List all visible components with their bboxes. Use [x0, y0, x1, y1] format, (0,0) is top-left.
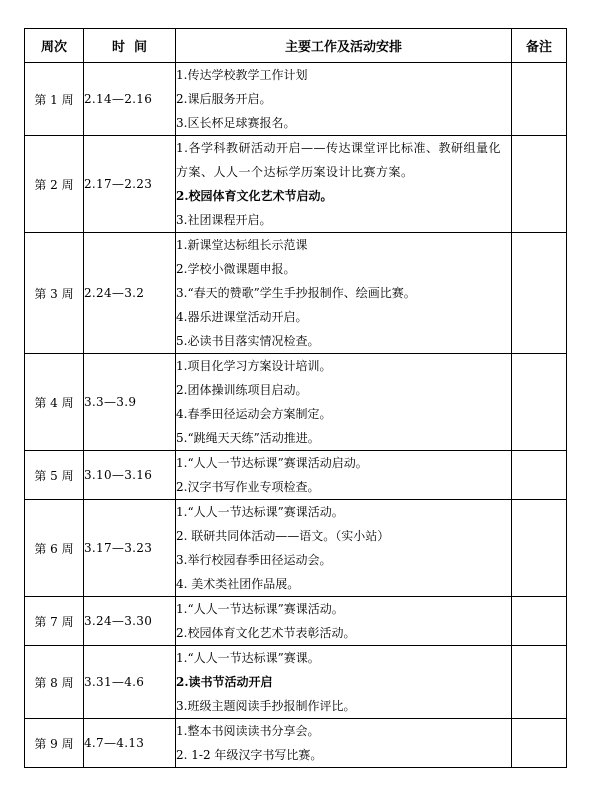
note-cell	[512, 597, 567, 646]
task-item: 4. 美术类社团作品展。	[176, 577, 300, 591]
tasks-cell	[176, 597, 512, 646]
header-content: 主要工作及活动安排	[176, 29, 512, 63]
table-row	[25, 500, 567, 597]
task-item: 5.必读书目落实情况检查。	[176, 334, 320, 348]
week-cell: 第 1 周	[25, 63, 84, 136]
task-item: 2.团体操训练项目启动。	[176, 383, 308, 397]
tasks-cell	[176, 136, 512, 233]
task-item: 1.项目化学习方案设计培训。	[176, 359, 332, 373]
date-cell: 3.24—3.30	[84, 597, 176, 646]
date-cell: 4.7—4.13	[84, 719, 176, 768]
task-item: 3.举行校园春季田径运动会。	[176, 553, 332, 567]
table-row	[25, 233, 567, 354]
tasks-cell	[176, 233, 512, 354]
note-cell	[512, 451, 567, 500]
note-cell	[512, 233, 567, 354]
task-item: 3.社团课程开启。	[176, 213, 272, 227]
tasks-cell	[176, 63, 512, 136]
date-cell: 2.17—2.23	[84, 136, 176, 233]
task-item: 3.区长杯足球赛报名。	[176, 116, 296, 130]
note-cell	[512, 646, 567, 719]
task-item: 2.校园体育文化艺术节表彰活动。	[176, 626, 356, 640]
task-item: 4.春季田径运动会方案制定。	[176, 407, 332, 421]
task-item: 2. 联研共同体活动——语文。（实小站）	[176, 529, 390, 543]
week-cell: 第 3 周	[25, 233, 84, 354]
table-row	[25, 646, 567, 719]
header-row	[25, 29, 567, 63]
week-cell: 第 8 周	[25, 646, 84, 719]
task-item: 1.“人人一节达标课”赛课活动启动。	[176, 456, 368, 470]
header-time: 时 间	[84, 29, 176, 63]
task-item: 3.班级主题阅读手抄报制作评比。	[176, 699, 356, 713]
table-row	[25, 451, 567, 500]
tasks-cell	[176, 719, 512, 768]
table-row	[25, 719, 567, 768]
tasks-cell	[176, 354, 512, 451]
task-item: 2.校园体育文化艺术节启动。	[176, 189, 333, 203]
date-cell: 3.3—3.9	[84, 354, 176, 451]
table-row	[25, 63, 567, 136]
tasks-cell	[176, 646, 512, 719]
date-cell: 3.17—3.23	[84, 500, 176, 597]
note-cell	[512, 63, 567, 136]
task-item: 1.各学科教研活动开启——传达课堂评比标准、教研组量化方案、人人一个达标学历案设计比赛方案。	[176, 141, 501, 179]
date-cell: 2.14—2.16	[84, 63, 176, 136]
task-item: 1.新课堂达标组长示范课	[176, 238, 308, 252]
task-item: 2.读书节活动开启	[176, 675, 273, 689]
tasks-cell	[176, 500, 512, 597]
week-cell: 第 4 周	[25, 354, 84, 451]
date-cell: 2.24—3.2	[84, 233, 176, 354]
task-item: 1.整本书阅读读书分享会。	[176, 724, 320, 738]
date-cell: 3.31—4.6	[84, 646, 176, 719]
task-item: 4.器乐进课堂活动开启。	[176, 310, 308, 324]
week-cell: 第 6 周	[25, 500, 84, 597]
tasks-cell	[176, 451, 512, 500]
task-item: 2. 1-2 年级汉字书写比赛。	[176, 748, 323, 762]
week-cell: 第 2 周	[25, 136, 84, 233]
task-item: 1.传达学校教学工作计划	[176, 68, 308, 82]
task-item: 5.“跳绳天天练”活动推进。	[176, 431, 320, 445]
task-item: 2.学校小微课题申报。	[176, 262, 296, 276]
schedule-table	[24, 28, 567, 768]
table-row	[25, 136, 567, 233]
week-cell: 第 9 周	[25, 719, 84, 768]
note-cell	[512, 136, 567, 233]
task-item: 1.“人人一节达标课”赛课活动。	[176, 602, 344, 616]
note-cell	[512, 719, 567, 768]
table-row	[25, 354, 567, 451]
task-item: 1.“人人一节达标课”赛课活动。	[176, 505, 344, 519]
task-item: 3.“春天的赞歌”学生手抄报制作、绘画比赛。	[176, 286, 416, 300]
header-note: 备注	[512, 29, 567, 63]
date-cell: 3.10—3.16	[84, 451, 176, 500]
week-cell: 第 7 周	[25, 597, 84, 646]
header-week: 周次	[25, 29, 84, 63]
task-item: 2.汉字书写作业专项检查。	[176, 480, 320, 494]
table-row	[25, 597, 567, 646]
note-cell	[512, 354, 567, 451]
task-item: 1.“人人一节达标课”赛课。	[176, 651, 320, 665]
week-cell: 第 5 周	[25, 451, 84, 500]
note-cell	[512, 500, 567, 597]
task-item: 2.课后服务开启。	[176, 92, 272, 106]
